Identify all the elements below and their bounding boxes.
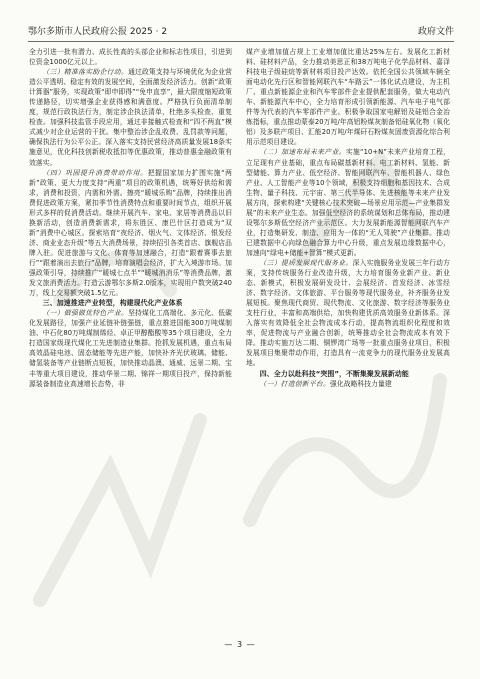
paragraph xyxy=(246,258,450,369)
publication-title: 鄂尔多斯市人民政府公报 2025 · 2 xyxy=(28,27,168,37)
paragraph xyxy=(246,379,450,389)
subsection-heading: （一）做强做优特色产业。 xyxy=(42,309,129,318)
paragraph-text: 深入实施服务业发展三年行动方案，支持传统服务行业改造升级，大力培育服务业新产业、新业态、新模式，积极发展研发设计、会展经济、首发经济、冰雪经济、数字经济、文体旅游、平台服务等现代服务业，补齐服务业发展短板。聚焦现代商贸、现代物流、文化旅游、数字经济等服务业支柱行业，丰富和高端供给，加快构建优质高效服务业新体系。深入落实有效降低全社会物流成本行动，提高物流组织化程度和效率，促进物流与产业融合创新，统筹推动全社会物流成本有效下降。推动实施万达二期、铜锣湾广场等一批重点服务业项目，积极发展项目集聚带动作用，打造具有一流竞争力的现代服务业发展高地。 xyxy=(246,258,450,368)
page-header xyxy=(28,24,454,40)
right-column xyxy=(246,47,450,389)
paragraph-text: 实施“10+N”未来产业培育工程，立足现有产业基础，重点布局碳基新材料、电工新材料、氢能、新型储能、算力产业、低空经济、智能网联汽车、智能机器人、绿色产业、人工智能产业等10个领域，积极支持细胞和基因技术、合成生物、量子科技、元宇宙、第三代半导体、先进核能等未来产业发展方向，探索构建“关键核心技术突破—场景应用示范—产业集群发展”的未来产业生态。加强低空经济的系统谋划和总体布局，推动建设鄂尔多斯低空经济产业示范区。大力发展新能源智能网联汽车产业，打造集研发、制造、应用为一体的“无人驾驶”产业集群。推动已建数据中心向绿色融合算力中心升级，重点发展边缘数据中心，加速向“绿电+储能+智算”模式更新。 xyxy=(246,148,450,257)
page-number: — 3 — xyxy=(224,640,256,649)
paragraph: 全力引进一批有潜力、成长性高的头部企业和标志性项目，引进到位资金1000亿元以上。 xyxy=(29,48,232,67)
subsection-heading: （三）精准落实助企行动。 xyxy=(42,68,129,77)
paragraph xyxy=(29,67,232,167)
paragraph-text: 强化战略科技力量建 xyxy=(330,379,392,388)
paragraph-text: 通过政策支持与环境优化为企业营造公平透明、稳定有效的发展空间，全面激发经济活力。创新“政策计算器”服务，实现政策“即申即得”“免申直享”，最大限度缩短政策传递路径，切实增强企业获得感和满意度。严格执行负面清单制度，规范行政执法行为，制定涉企执法清单，杜绝多头检查、重复检查。加强科技监管手段应用，通过非接触式检查和“四不两直”模式减少对企业运营的干扰。集中整治涉企乱收费、乱罚款等问题，确保执法行为公平公正。深入落实支持民营经济高质量发展18条实施意见，优化科技创新税收抵扣等优惠政策，推动普惠金融政策有效落实。 xyxy=(29,68,232,167)
paragraph xyxy=(246,147,450,258)
paragraph: 煤产业增加值占规上工业增加值比重达25%左右。发展化工新材料、硅材料产品，全力推动美思正和38万吨电子化学品材料、嘉泽科技电子级硅烷等新材料项目投产达效。依托全国公共领域车辆全面电动化先行区和智能网联汽车“车路云”一体化试点建设，为主机厂、重点新能源企业和汽车零部件企业提供配套服务，做大电动汽车、新能源汽车中心，全力培育形成引领新能源、汽车电子电气部件等为代表的汽车零部件产业。积极争取国家电解铝及硅铝合金冶炼指标，重点推动蒙泰20万吨/年高铝粉煤灰制备铝硅氧化物（氧化铝）及多联产项目、汇能20万吨/年煤矸石粉煤灰固废资源化综合利用示范项目建设。 xyxy=(246,48,450,147)
subsection-heading: （一）打造创新平台。 xyxy=(259,379,331,388)
section-label: 政府文件 xyxy=(417,27,454,37)
paragraph xyxy=(29,308,232,388)
section-heading: 四、全力以赴科技“突围”，不断集聚发展新动能 xyxy=(259,369,409,378)
paragraph-text: 把握国家加力扩围实施“两新”政策、更大力度支持“两重”项目的政策机遇，统筹好供给和需求，消费和投资，内需和外需。擦亮“暖城乐购”品牌，持续推出消费促进政策方案，紧扣季节性消费特点和重要时间节点，组织开展形式多样的促消费活动。继续开展汽车、家电、家居等消费品以旧换新活动，创造消费新需求，将东胜区、康巴什区打造成为“双新”消费中心城区。探索培育“夜经济、烟火气、文体经济、银发经济、商业业态升级”等五大消费场景，持续招引各类首店、旗舰店品牌入驻。促进旅游与文化、体育等加速融合，打造“跟着赛事去旅行”“跟着演出去旅行”品牌，培育演唱会经济，扩大入境游市场。加强政策引导，持续推广“暖城七点半”“暖城消消乐”等消费品牌，激发文旅消费活力。打造云游鄂尔多斯2.0版本，实现用户数突破240万，线上交易额突破1.5亿元。 xyxy=(29,168,233,298)
section-heading: 三、加速推进产业转型，构建现代化产业体系 xyxy=(42,299,183,308)
subsection-heading: （三）提质发展现代服务业。 xyxy=(259,258,353,267)
header-rule xyxy=(28,41,454,42)
subsection-heading: （二）加速布局未来产业。 xyxy=(259,148,347,157)
paragraph-text: 坚持煤化工高端化、多元化、低碳化发展路径，加强产业延链补链强链，重点推进国能300万吨煤制油、中石化80万吨煤制烯烃、卓正甲醇酯酸等35个项目建设，全力打造国家级现代煤化工先进制造业集群。抢抓发展机遇，重点布局高效晶硅电池、固态储能等先进产能，加快补齐光伏玻璃、储能、储氢装备等产业链断点短板，加快推动晶澳、通威、远景二期、宝丰等重大项目建设，推动华景二期、锦祥一期项目投产，保持新能源装备制造业高速增长态势，非 xyxy=(29,309,232,388)
paragraph xyxy=(29,168,232,299)
subsection-heading: （四）巩固提升消费带动作用。 xyxy=(42,168,148,177)
left-column xyxy=(29,47,232,389)
